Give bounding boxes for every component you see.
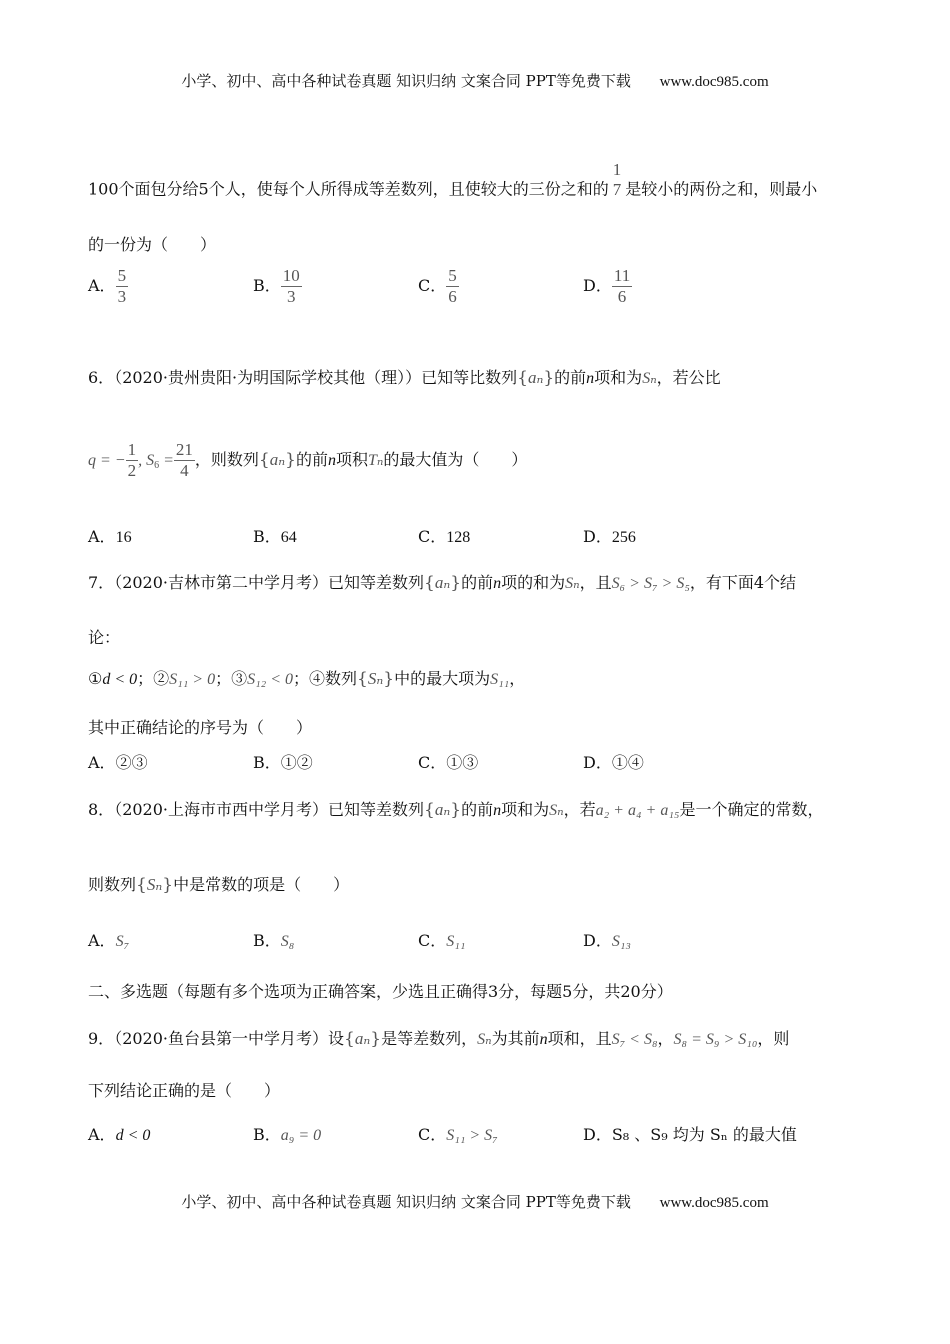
q8-t4: ，若 <box>563 800 596 819</box>
q8-t5: 是一个确定的常数， <box>679 800 824 819</box>
q5-option-d[interactable] <box>583 266 632 307</box>
q8-t6: 则数列 <box>88 875 137 894</box>
q7-c4end: ， <box>509 669 526 688</box>
frac-num: 10 <box>282 266 300 285</box>
q6-seq-an: {aₙ} <box>517 368 555 388</box>
q7-sep3: ；④数列 <box>293 669 358 688</box>
opt-value: ②③ <box>115 753 148 772</box>
q8-option-a[interactable] <box>88 928 129 951</box>
opt-label: B． <box>253 527 281 546</box>
q9-option-b[interactable] <box>253 1122 321 1145</box>
opt-value: 64 <box>280 529 297 546</box>
q7-ineq: S₆ > S₇ > S₅ <box>611 575 690 592</box>
q6-t7: 项积 <box>335 450 368 469</box>
opt-value: S₈ 、S₉ 均为 Sₙ 的最大值 <box>611 1125 797 1144</box>
q7-c1m: d < 0 <box>102 671 138 688</box>
q8-t7: 中是常数的项是（ ） <box>173 875 350 894</box>
q7-t3: 项的和为 <box>501 573 566 592</box>
q7-line-1 <box>88 570 796 593</box>
opt-value: ①④ <box>611 753 644 772</box>
opt-label: A． <box>88 753 116 772</box>
q6-n-2: n <box>327 452 336 469</box>
q8-option-d[interactable] <box>583 928 631 951</box>
q6-option-c[interactable] <box>418 524 470 547</box>
q9-t3: 为其前 <box>491 1029 540 1048</box>
q8-t3: 项和为 <box>501 800 550 819</box>
q5-text-a: 100个面包分给5个人，使每个人所得成等差数列，且使较大的三份之和的 <box>88 179 609 199</box>
q6-t5: ，则数列 <box>194 450 259 469</box>
frac-num: 5 <box>448 266 457 285</box>
opt-label: B． <box>253 1125 281 1144</box>
q5-text-b: 是较小的两份之和，则最小 <box>625 179 818 199</box>
q5-option-b[interactable] <box>253 266 302 307</box>
opt-label: C． <box>418 527 447 546</box>
frac-num: 21 <box>175 440 193 459</box>
frac-den: 6 <box>617 287 627 306</box>
opt-label: D． <box>583 753 612 772</box>
q9-line-2 <box>88 1078 280 1101</box>
q7-sn: Sₙ <box>565 575 580 592</box>
q7-option-a[interactable] <box>88 750 148 773</box>
q7-sep2: ；③ <box>215 669 248 688</box>
q8-option-c[interactable] <box>418 928 465 951</box>
opt-label: C． <box>418 753 447 772</box>
q6-source: （2020·贵州贵阳·为明国际学校其他（理）） <box>114 368 422 387</box>
opt-value: 16 <box>115 529 132 546</box>
q9-t2: 是等差数列， <box>381 1029 478 1048</box>
q6-q-eq: q = − <box>88 452 126 469</box>
q9-option-d[interactable] <box>583 1122 797 1145</box>
opt-value: a₉ = 0 <box>280 1127 322 1144</box>
q5-option-b-label: B． <box>253 276 281 295</box>
q7-line-2 <box>88 625 120 648</box>
q6-option-b[interactable] <box>253 524 297 547</box>
q6-tn: Tₙ <box>367 452 384 469</box>
q6-sn: Sₙ <box>642 370 657 387</box>
q7-seq-sn: {Sₙ} <box>357 669 395 689</box>
q5-option-c-frac <box>446 266 459 307</box>
frac-den: 3 <box>287 287 296 306</box>
q9-source: （2020·鱼台县第一中学月考） <box>114 1029 328 1048</box>
opt-label: D． <box>583 1125 612 1144</box>
q7-t6: 论： <box>88 628 121 647</box>
q5-option-a-label: A． <box>88 276 116 295</box>
frac-den: 2 <box>127 461 137 480</box>
q7-c1: ① <box>88 669 103 688</box>
q7-line-3 <box>88 666 525 689</box>
frac-den: 4 <box>180 461 189 480</box>
q6-seq-an-2: {aₙ} <box>258 450 296 470</box>
q5-line-2 <box>88 232 216 255</box>
q9-t7: 下列结论正确的是（ ） <box>88 1081 281 1100</box>
q6-line-1 <box>88 365 721 388</box>
frac-num: 1 <box>127 440 137 459</box>
q5-option-d-label: D． <box>583 276 612 295</box>
frac-den: 3 <box>117 287 127 306</box>
opt-value: S₈ <box>280 933 295 950</box>
section-2-text: 二、多选题（每题有多个选项为正确答案，少选且正确得3分，每题5分，共20分） <box>88 982 673 1001</box>
opt-label: C． <box>418 1125 447 1144</box>
opt-value: 128 <box>446 529 471 546</box>
page-header <box>0 70 950 91</box>
q9-t4: 项和，且 <box>547 1029 612 1048</box>
q7-c4m: S₁₁ <box>490 671 510 688</box>
opt-label: A． <box>88 527 116 546</box>
q8-line-1 <box>88 797 823 820</box>
q6-n: n <box>586 370 595 387</box>
q9-t1: 设 <box>328 1029 345 1048</box>
q8-option-b[interactable] <box>253 928 294 951</box>
q5-fraction <box>611 160 624 200</box>
q5-option-a[interactable] <box>88 266 128 307</box>
q5-text-c: 的一份为（ ） <box>88 235 217 254</box>
q5-fraction-line <box>88 145 638 164</box>
q7-t4: ，且 <box>579 573 612 592</box>
q9-sn: Sₙ <box>477 1031 492 1048</box>
q9-option-c[interactable] <box>418 1122 498 1145</box>
q9-option-a[interactable] <box>88 1122 150 1145</box>
q6-t3: 项和为 <box>594 368 643 387</box>
frac-den: 6 <box>448 287 457 306</box>
opt-value: S₁₁ > S₇ <box>446 1127 498 1144</box>
header-text: 小学、初中、高中各种试卷真题 知识归纳 文案合同 PPT等免费下载 <box>181 72 631 90</box>
opt-label: B． <box>253 753 281 772</box>
q8-seq-sn: {Sₙ} <box>136 875 174 895</box>
q7-line-4 <box>88 715 312 738</box>
page-footer <box>0 1191 950 1212</box>
q8-line-2 <box>88 872 349 895</box>
q7-t7: 其中正确结论的序号为（ ） <box>88 718 313 737</box>
opt-value: ①② <box>280 753 313 772</box>
q7-option-d[interactable] <box>583 750 644 773</box>
opt-value: d < 0 <box>115 1127 151 1144</box>
q6-option-a[interactable] <box>88 524 132 547</box>
q9-seq-an: {aₙ} <box>344 1029 382 1049</box>
q8-seq-an: {aₙ} <box>424 800 462 820</box>
q7-c2m: S₁₁ > 0 <box>169 671 216 688</box>
opt-label: D． <box>583 527 612 546</box>
q8-t2: 的前 <box>461 800 494 819</box>
q5-option-c[interactable] <box>418 266 459 307</box>
q8-t1: 已知等差数列 <box>328 800 425 819</box>
q9-ineq2: S₈ = S₉ > S₁₀ <box>673 1031 758 1048</box>
q9-t6: ，则 <box>757 1029 790 1048</box>
q6-s6-frac <box>174 440 195 481</box>
opt-value: S₁₃ <box>611 933 631 950</box>
q8-n: n <box>493 802 502 819</box>
q5-option-a-frac <box>116 266 129 307</box>
section-2-title <box>88 979 673 1002</box>
q5-option-b-frac <box>281 266 302 307</box>
opt-value: 256 <box>611 529 636 546</box>
q8-number: 8． <box>88 800 115 819</box>
q7-t1: 已知等差数列 <box>328 573 425 592</box>
q7-sep1: ；② <box>137 669 170 688</box>
q6-line-2 <box>88 440 527 481</box>
q7-t2: 的前 <box>461 573 494 592</box>
q8-expr: a₂ + a₄ + a₁₅ <box>595 802 680 819</box>
q6-t2: 的前 <box>554 368 587 387</box>
opt-label: B． <box>253 931 281 950</box>
opt-value: ①③ <box>446 753 479 772</box>
opt-value: S₇ <box>115 933 130 950</box>
q5-option-c-label: C． <box>418 276 447 295</box>
q9-line-1 <box>88 1026 789 1049</box>
opt-label: C． <box>418 931 447 950</box>
q6-s6: , $S_6$ = <box>138 452 174 471</box>
q6-t1: 已知等比数列 <box>421 368 518 387</box>
q6-t6: 的前 <box>295 450 328 469</box>
q9-t5: ， <box>657 1029 674 1048</box>
q7-option-c[interactable] <box>418 750 478 773</box>
q6-option-d[interactable] <box>583 524 636 547</box>
q9-n: n <box>539 1031 548 1048</box>
q7-n: n <box>493 575 502 592</box>
opt-label: A． <box>88 931 116 950</box>
q5-frac-den: 7 <box>612 180 622 199</box>
q7-c3m: S₁₂ < 0 <box>247 671 294 688</box>
footer-text: 小学、初中、高中各种试卷真题 知识归纳 文案合同 PPT等免费下载 <box>181 1193 631 1211</box>
opt-value: S₁₁ <box>446 933 466 950</box>
q6-q-frac <box>126 440 139 481</box>
frac-num: 11 <box>613 266 631 285</box>
header-url[interactable]: www.doc985.com <box>659 74 769 90</box>
q8-sn: Sₙ <box>549 802 564 819</box>
q6-t8: 的最大值为（ ） <box>383 450 528 469</box>
q6-t4: ，若公比 <box>656 368 721 387</box>
q7-c4a: 中的最大项为 <box>394 669 491 688</box>
q7-t5: ，有下面4个结 <box>689 573 797 592</box>
q5-frac-num: 1 <box>612 160 622 179</box>
q8-source: （2020·上海市市西中学月考） <box>114 800 328 819</box>
q5-line-1 <box>88 160 818 210</box>
frac-num: 5 <box>117 266 127 285</box>
q9-number: 9． <box>88 1029 115 1048</box>
q7-number: 7． <box>88 573 115 592</box>
q7-source: （2020·吉林市第二中学月考） <box>114 573 328 592</box>
q7-seq-an: {aₙ} <box>424 573 462 593</box>
footer-url[interactable]: www.doc985.com <box>659 1195 769 1211</box>
opt-label: D． <box>583 931 612 950</box>
q9-ineq1: S₇ < S₈ <box>611 1031 658 1048</box>
q7-option-b[interactable] <box>253 750 313 773</box>
q6-number: 6． <box>88 368 115 387</box>
q5-option-d-frac <box>612 266 632 307</box>
opt-label: A． <box>88 1125 116 1144</box>
